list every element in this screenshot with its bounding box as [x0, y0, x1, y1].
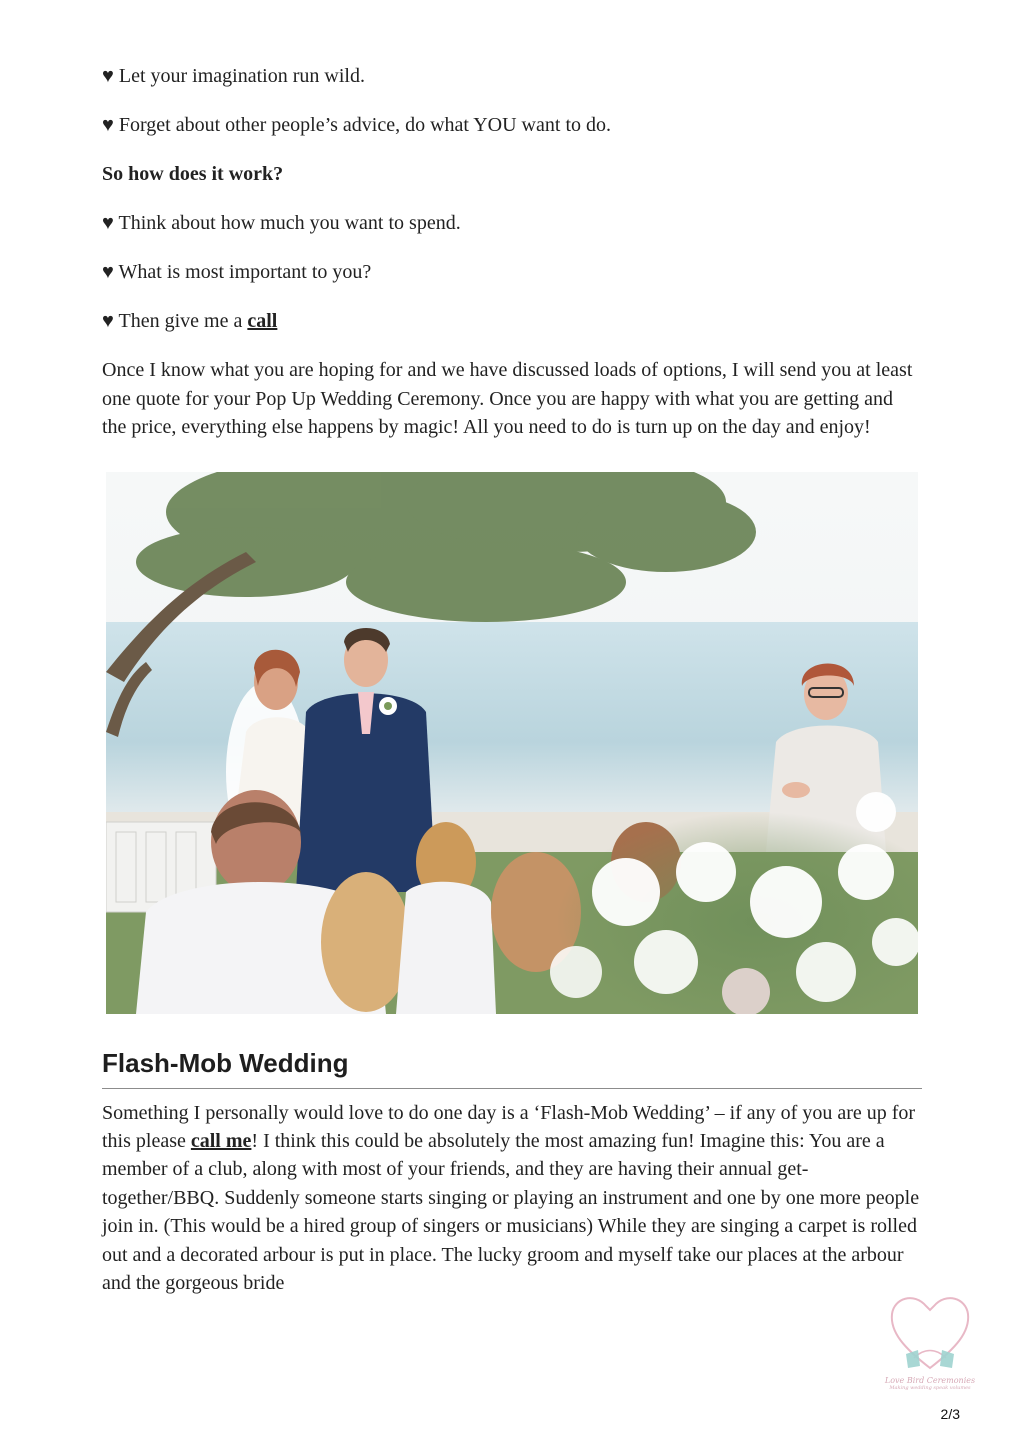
- bullet-important: ♥ What is most important to you?: [102, 261, 372, 283]
- watermark-text: [880, 1376, 980, 1391]
- bullet-advice: ♥ Forget about other people’s advice, do what YOU want to do.: [102, 114, 611, 136]
- bullet-call-text: ♥ Then give me a: [102, 310, 248, 332]
- flash-mob-text-start: Something I personally would love to do one day is a ‘Flash-Mob Wedding’ – if any of you are up for this please: [102, 1101, 916, 1152]
- call-link[interactable]: call: [247, 310, 278, 332]
- wedding-photo: [106, 472, 918, 1014]
- flash-mob-heading: Flash-Mob Wedding: [102, 1048, 922, 1089]
- quote-paragraph: Once I know what you are hoping for and we have discussed loads of options, I will send you at least one quote for your Pop Up Wedding Ceremony. Once you are happy with what you are getting and the price, everything else happens by magic! All you need to do is turn up on the day and enjoy!: [102, 359, 913, 438]
- bullet-imagination: ♥ Let your imagination run wild.: [102, 65, 365, 87]
- flash-mob-paragraph: [102, 1099, 922, 1298]
- how-it-works-heading: So how does it work?: [102, 163, 284, 185]
- watermark-name: Love Bird Ceremonies: [884, 1376, 976, 1385]
- flash-mob-text-end: ! I think this could be absolutely the most amazing fun! Imagine this: You are a member of a club, along with most of your friends, and they are having their annual get-together/BBQ. Suddenly someone starts singing or playing an instrument and one by one more people join in. (This would be a hired group of singers or musicians) While they are singing a carpet is rolled out and a decorated arbour is put in place. The lucky groom and myself take our places at the arbour and the gorgeous bride: [102, 1129, 920, 1294]
- bullet-spend: ♥ Think about how much you want to spend.: [102, 212, 461, 234]
- page-number: 2/3: [940, 1406, 960, 1422]
- bullet-call: [102, 307, 922, 336]
- document-page: [102, 62, 922, 1297]
- watermark-tagline: Making wedding speak volumes: [889, 1385, 971, 1391]
- call-me-link[interactable]: call me: [190, 1129, 252, 1152]
- wedding-photo-icon: [106, 472, 918, 1014]
